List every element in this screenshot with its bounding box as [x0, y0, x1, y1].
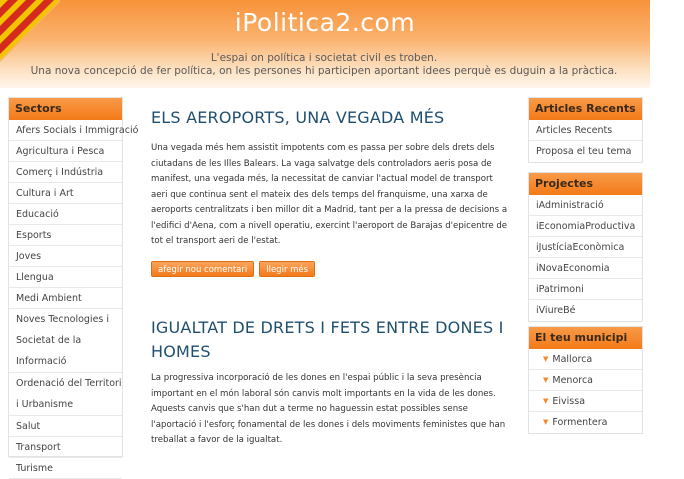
sector-item-ordenacio-territori[interactable]: Ordenació del Territori i Urbanisme — [9, 373, 122, 416]
projects-title: Projectes — [529, 173, 642, 195]
municipality-box — [528, 326, 643, 434]
triangle-down-icon: ▼ — [543, 376, 549, 384]
project-item-nova-economia[interactable]: iNovaEconomia — [529, 258, 642, 279]
triangle-down-icon: ▼ — [543, 418, 549, 426]
post-title-aeroports[interactable]: ELS AEROPORTS, UNA VEGADA MÉS — [151, 108, 445, 127]
municipality-item-mallorca[interactable] — [529, 349, 642, 370]
sector-item-turisme[interactable]: Turisme — [9, 458, 122, 479]
add-comment-button[interactable]: afegir nou comentari — [151, 261, 254, 277]
municipality-title: El teu municipi — [529, 327, 642, 349]
tagline-secondary: Una nova concepció de fer política, on les persones hi participen aportant idees perquè es duguin a la pràctica. — [30, 65, 618, 77]
sector-item-salut[interactable]: Salut — [9, 416, 122, 437]
recent-item-proposa[interactable]: Proposa el teu tema — [536, 146, 632, 157]
sector-item-afers-socials[interactable]: Afers Socials i Immigració — [9, 120, 122, 141]
recent-articles-box — [528, 97, 643, 163]
project-item-patrimoni[interactable]: iPatrimoni — [529, 279, 642, 300]
post-body-aeroports: Una vegada més hem assistit impotents com es passa per sobre dels drets dels ciutadans de les Illes Balears. La vaga salvatge dels controladors aeris posa de manifest, una vegada més, la necessitat de canviar l'actual model de transport aeri que continua sent el mateix des dels temps del franquisme, una xarxa de aeroports centralitzats i ben millor dit a Madrid, tant per a la pressa de decisions a l'edifici d'Aena, com a nivell operatiu, exercint l'aeroport de Barajas d'epicentre de tot el transport aeri de l'estat. — [151, 143, 508, 246]
sector-item-educacio[interactable]: Educació — [9, 204, 122, 225]
projects-box — [528, 172, 643, 322]
municipality-label: Menorca — [552, 375, 594, 386]
triangle-down-icon: ▼ — [543, 397, 549, 405]
project-item-economia-productiva[interactable]: iEconomiaProductiva — [529, 216, 642, 237]
municipality-item-formentera[interactable] — [529, 412, 642, 433]
municipality-item-menorca[interactable] — [529, 370, 642, 391]
post-title-igualtat[interactable]: IGUALTAT DE DRETS I FETS ENTRE DONES I HOMES — [151, 318, 504, 361]
sector-item-llengua[interactable]: Llengua — [9, 267, 122, 288]
tagline-primary: L'espai on política i societat civil es troben. — [210, 52, 438, 64]
triangle-down-icon: ▼ — [543, 355, 549, 363]
sector-item-esports[interactable]: Esports — [9, 225, 122, 246]
sectors-title: Sectors — [9, 98, 122, 120]
post-actions — [151, 261, 315, 277]
project-item-justicia-economica[interactable]: iJustíciaEconòmica — [529, 237, 642, 258]
site-header — [0, 0, 650, 88]
sector-item-joves[interactable]: Joves — [9, 246, 122, 267]
sector-item-transport[interactable]: Transport — [9, 437, 122, 458]
municipality-label: Eivissa — [552, 396, 586, 407]
sector-item-agricultura[interactable]: Agricultura i Pesca — [9, 141, 122, 162]
read-more-button[interactable]: llegir més — [259, 261, 315, 277]
sector-item-cultura[interactable]: Cultura i Art — [9, 183, 122, 204]
post-body-igualtat: La progressiva incorporació de les dones en l'espai públic i la seva presència important en el món laboral són canvis molt importants en la vida de les dones. Aquests canvis que s'han dut a terme no haguessin estat possibles sense l'aportació i l'esforç fonamental de les dones i dels moviments feministes que han treballat a favor de la igualtat. — [151, 373, 506, 445]
municipality-label: Mallorca — [552, 354, 593, 365]
recent-item-articles[interactable]: Articles Recents — [529, 120, 642, 141]
recent-articles-title: Articles Recents — [529, 98, 642, 120]
project-item-administracio[interactable]: iAdministració — [529, 195, 642, 216]
sector-item-medi-ambient[interactable]: Medi Ambient — [9, 288, 122, 309]
sectors-sidebar — [8, 97, 139, 474]
municipality-label: Formentera — [552, 417, 608, 428]
site-title[interactable]: iPolitica2.com — [234, 8, 416, 37]
municipality-item-eivissa[interactable] — [529, 391, 642, 412]
sector-item-comerc[interactable]: Comerç i Indústria — [9, 162, 122, 183]
sector-item-noves-tecnologies[interactable]: Noves Tecnologies i Societat de la Informació — [9, 309, 122, 373]
project-item-viure-be[interactable]: iViureBé — [536, 305, 576, 316]
